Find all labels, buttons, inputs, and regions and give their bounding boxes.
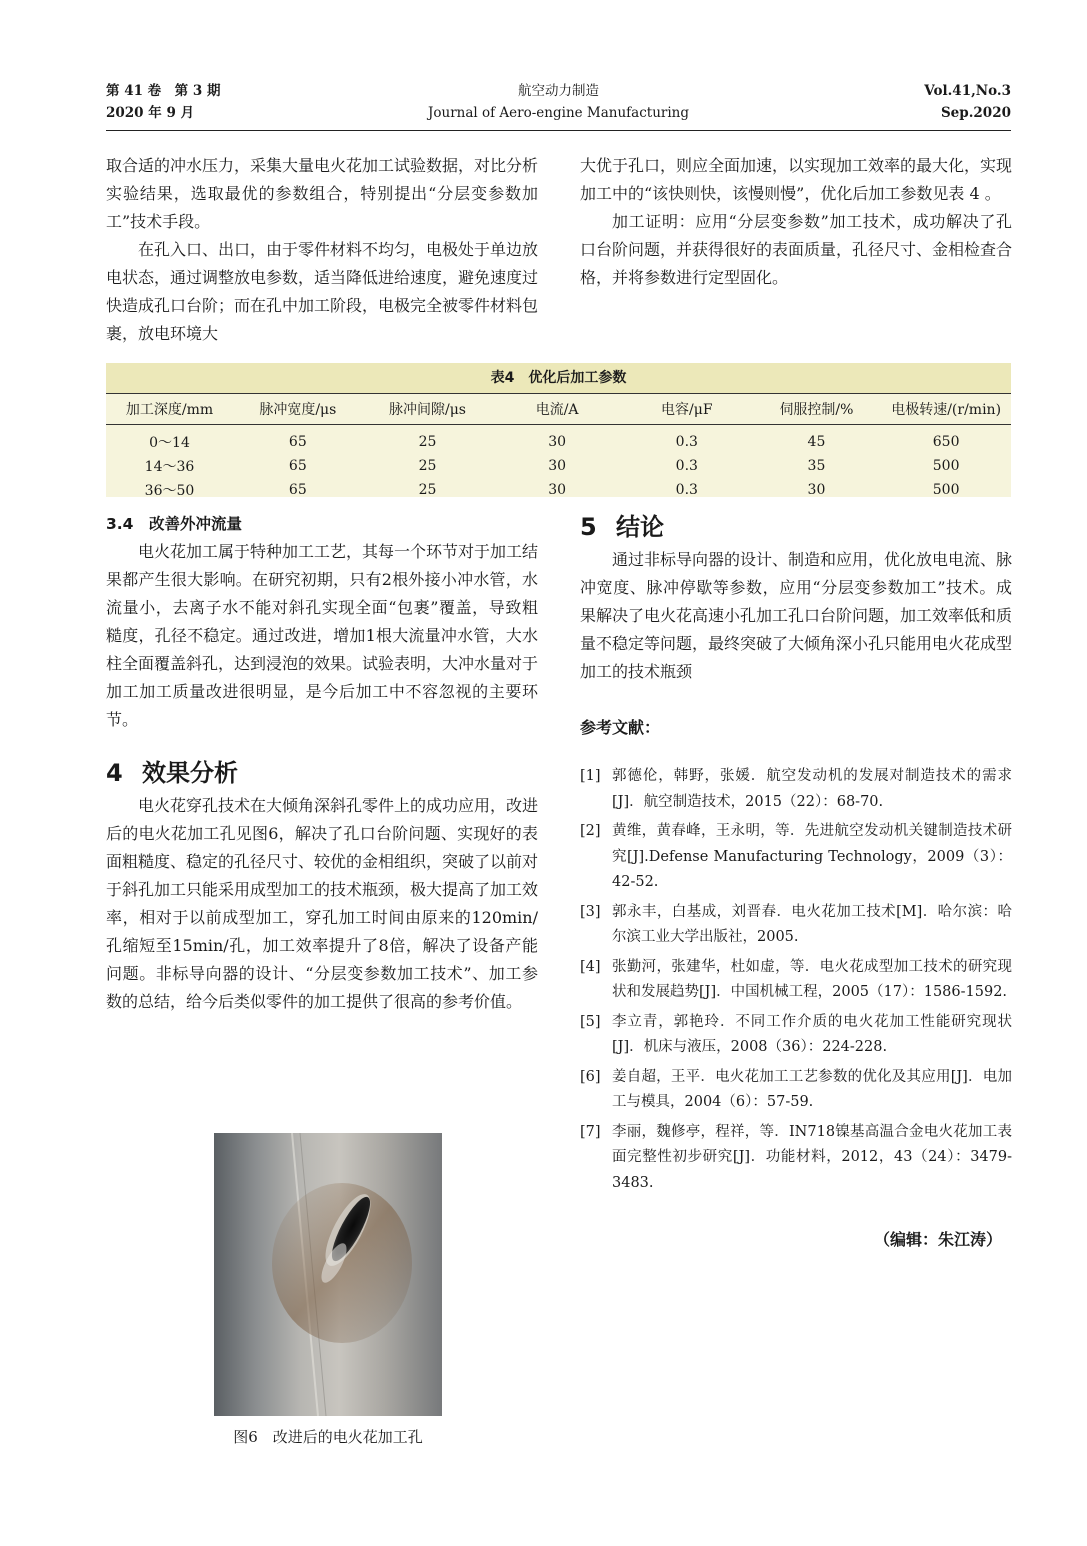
reference-item	[580, 900, 1012, 951]
reference-number: [7]	[580, 1123, 601, 1140]
table-cell: 30	[807, 482, 826, 498]
reference-list	[580, 764, 1012, 1196]
table-cell: 25	[418, 482, 437, 498]
header-date-en: Sep.2020	[940, 105, 1011, 121]
paragraph: 在孔入口、出口，由于零件材料不均匀，电极处于单边放电状态，通过调整放电参数，适当降低进给速度，避免速度过快造成孔口台阶；而在孔中加工阶段，电极完全被零件材料包裹，放电环境大	[106, 240, 539, 343]
paragraph: 取合适的冲水压力，采集大量电火花加工试验数据，对比分析实验结果，选取最优的参数组合，特别提出“分层变参数加工”技术手段。	[106, 156, 539, 231]
paragraph: 大优于孔口，则应全面加速，以实现加工效率的最大化，实现加工中的“该快则快，该慢则慢”，优化后加工参数见表 4 。	[580, 156, 1013, 203]
parameter-table	[106, 393, 1011, 502]
column-header: 电容/μF	[622, 394, 752, 425]
header-journal-en: Journal of Aero-engine Manufacturing	[427, 105, 690, 121]
table-cell: 30	[548, 482, 567, 498]
column-header: 伺服控制/%	[752, 394, 882, 425]
header-volume-issue-cn: 第 41 卷 第 3 期	[106, 83, 221, 99]
right-column-bottom	[580, 510, 1012, 1254]
paragraph: 电火花加工属于特种加工工艺，其每一个环节对于加工结果都产生很大影响。在研究初期，只有2根外接小冲水管，水流量小，去离子水不能对斜孔实现全面“包裹”覆盖，导致粗糙度，孔径不稳定。通过改进，增加1根大流量冲水管，大水柱全面覆盖斜孔，达到浸泡的效果。试验表明，大冲水量对于加工加工质量改进很明显，是今后加工中不容忽视的主要环节。	[106, 542, 539, 729]
table-cell: 25	[418, 458, 437, 474]
column-header: 加工深度/mm	[106, 394, 233, 425]
reference-item	[580, 1010, 1012, 1061]
reference-text: 姜自超，王平．电火花加工工艺参数的优化及其应用[J]．电加工与模具，2004（6）：57-59.	[612, 1068, 1012, 1110]
header-right	[924, 80, 1011, 124]
section-title: 结论	[616, 513, 664, 541]
column-header: 电流/A	[492, 394, 622, 425]
header-journal-cn: 航空动力制造	[518, 83, 599, 99]
section-3-4-heading: 3.4 改善外冲流量	[106, 515, 242, 533]
reference-item	[580, 1120, 1012, 1197]
machined-hole-illustration	[214, 1133, 442, 1416]
header-volume-issue-en: Vol.41,No.3	[924, 83, 1011, 99]
editor-note: （编辑：朱江涛）	[873, 1230, 1002, 1249]
paragraph: 通过非标导向器的设计、制造和应用，优化放电电流、脉冲宽度、脉冲停歇等参数，应用“分层变参数加工”技术。成果解决了电火花高速小孔加工孔口台阶问题，加工效率低和质量不稳定等问题，最终突破了大倾角深小孔只能用电火花成型加工的技术瓶颈	[580, 550, 1013, 681]
table-cell: 65	[288, 482, 307, 498]
table-cell: 14～36	[144, 459, 195, 475]
table-cell: 500	[932, 458, 960, 474]
section-4-heading	[106, 756, 538, 790]
running-header	[106, 80, 1011, 131]
table-cell: 35	[807, 458, 826, 474]
table-cell: 30	[548, 434, 567, 450]
table-cell: 650	[932, 434, 960, 450]
right-column-top	[580, 152, 1012, 292]
reference-text: 郭永丰，白基成，刘晋春．电火花加工技术[M]．哈尔滨：哈尔滨工业大学出版社，2005.	[612, 903, 1012, 945]
column-header: 电极转速/(r/min)	[881, 394, 1011, 425]
reference-item	[580, 1065, 1012, 1116]
column-header: 脉冲宽度/μs	[233, 394, 363, 425]
reference-item	[580, 819, 1012, 896]
table-cell: 0.3	[675, 458, 698, 474]
table-cell: 65	[288, 458, 307, 474]
reference-number: [5]	[580, 1013, 601, 1030]
reference-item	[580, 955, 1012, 1006]
figure-6-photo	[214, 1133, 442, 1416]
figure-6-caption: 图6 改进后的电火花加工孔	[233, 1428, 423, 1446]
table-4	[106, 363, 1011, 497]
table-cell: 30	[548, 458, 567, 474]
section-title: 效果分析	[142, 759, 238, 787]
header-date-cn: 2020 年 9 月	[106, 105, 195, 121]
left-column-bottom	[106, 510, 538, 1016]
paragraph: 加工证明：应用“分层变参数”加工技术，成功解决了孔口台阶问题，并获得很好的表面质量，孔径尺寸、金相检查合格，并将参数进行定型固化。	[580, 212, 1013, 287]
column-header: 脉冲间隙/μs	[363, 394, 493, 425]
header-center	[106, 80, 1011, 124]
table-row	[106, 454, 1011, 478]
table-cell: 36～50	[144, 483, 195, 499]
reference-item	[580, 764, 1012, 815]
reference-text: 黄维，黄春峰，王永明，等．先进航空发动机关键制造技术研究[J].Defense Manufacturing Technology，2009（3）：42-52.	[612, 823, 1012, 890]
table-cell: 0～14	[149, 435, 190, 451]
table-cell: 45	[807, 434, 826, 450]
table-row	[106, 478, 1011, 502]
section-number: 4	[106, 759, 123, 787]
table-cell: 65	[288, 434, 307, 450]
reference-text: 郭德伦，韩野，张媛．航空发动机的发展对制造技术的需求[J]．航空制造技术，2015（22）：68-70.	[612, 768, 1012, 810]
left-column-top	[106, 152, 538, 348]
reference-text: 张勤河，张建华，杜如虚，等．电火花成型加工技术的研究现状和发展趋势[J]．中国机械工程，2005（17）：1586-1592.	[612, 958, 1012, 1000]
table-cell: 25	[418, 434, 437, 450]
reference-text: 李立青，郭艳玲．不同工作介质的电火花加工性能研究现状[J]．机床与液压，2008（36）：224-228.	[612, 1013, 1012, 1055]
table-cell: 500	[932, 482, 960, 498]
reference-number: [2]	[580, 823, 601, 839]
table-header-row	[106, 394, 1011, 425]
reference-number: [6]	[580, 1068, 601, 1085]
table-row	[106, 425, 1011, 455]
table-cell: 0.3	[675, 482, 698, 498]
section-5-heading	[580, 510, 1012, 544]
reference-text: 李丽，魏修亭，程祥，等．IN718镍基高温合金电火花加工表面完整性初步研究[J]．功能材料，2012，43（24）：3479-3483.	[612, 1123, 1012, 1191]
reference-number: [3]	[580, 903, 601, 920]
paragraph: 电火花穿孔技术在大倾角深斜孔零件上的成功应用，改进后的电火花加工孔见图6，解决了孔口台阶问题、实现好的表面粗糙度、稳定的孔径尺寸、较优的金相组织，突破了以前对于斜孔加工只能采用成型加工的技术瓶颈，极大提高了加工效率，相对于以前成型加工，穿孔加工时间由原来的120min/孔缩短至15min/孔，加工效率提升了8倍，解决了设备产能问题。非标导向器的设计、“分层变参数加工技术”、加工参数的总结，给今后类似零件的加工提供了很高的参考价值。	[106, 796, 539, 1011]
table-cell: 0.3	[675, 434, 698, 450]
references-heading: 参考文献：	[580, 718, 661, 737]
section-number: 5	[580, 513, 597, 541]
reference-number: [1]	[580, 768, 601, 784]
reference-number: [4]	[580, 958, 601, 975]
table-title: 表4 优化后加工参数	[106, 363, 1011, 393]
